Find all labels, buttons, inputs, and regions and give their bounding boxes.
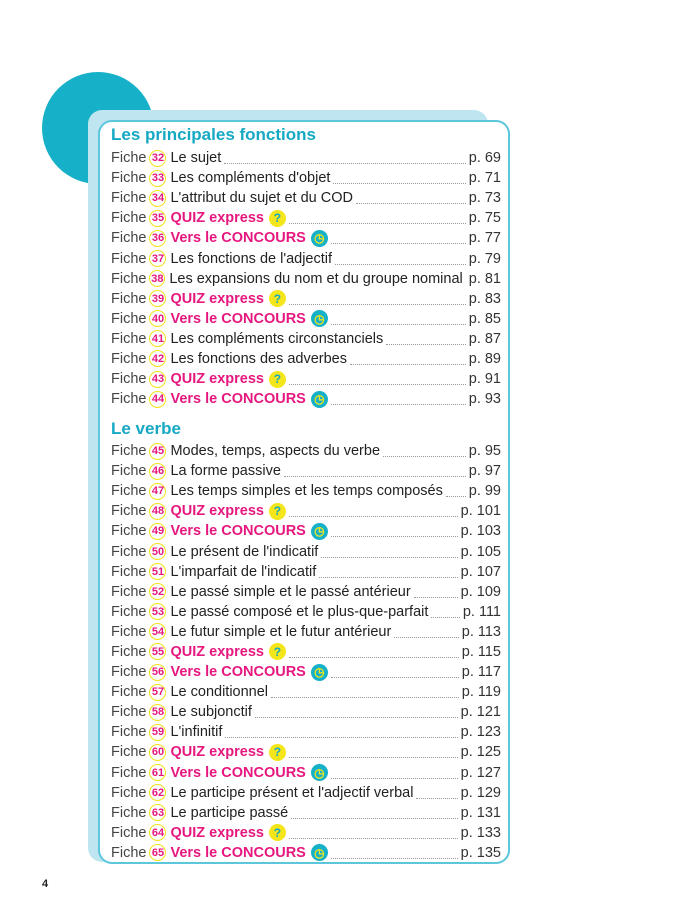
entry-title: QUIZ express [170,643,264,660]
fiche-number: 44 [149,391,166,408]
toc-entry[interactable] [111,622,501,642]
entry-title: Modes, temps, aspects du verbe [170,443,381,460]
page-ref: p. 71 [468,170,501,187]
entry-title: L'attribut du sujet et du COD [170,190,353,207]
toc-entry[interactable] [111,208,501,228]
fiche-number: 57 [149,684,166,701]
toc-entry[interactable] [111,389,501,409]
toc-entry[interactable] [111,722,501,742]
fiche-number: 46 [149,463,166,480]
page-ref: p. 79 [468,250,501,267]
fiche-label: Fiche [111,150,147,167]
fiche-number: 36 [149,230,166,247]
fiche-label: Fiche [111,824,147,841]
toc-entry[interactable] [111,248,501,268]
fiche-label: Fiche [111,543,147,560]
page-ref: p. 131 [460,804,501,821]
entry-title: Vers le CONCOURS [170,844,306,861]
dot-leader [289,646,459,658]
fiche-label: Fiche [111,684,147,701]
fiche-label: Fiche [111,483,147,500]
section-title: Le verbe [111,419,181,438]
dot-leader [356,192,466,204]
fiche-number: 62 [149,784,166,801]
fiche-label: Fiche [111,603,147,620]
page-ref: p. 81 [468,270,501,287]
dot-leader [446,485,466,497]
fiche-number: 59 [149,724,166,741]
page-ref: p. 123 [460,724,501,741]
page-ref: p. 129 [460,784,501,801]
fiche-label: Fiche [111,623,147,640]
clock-icon: ◷ [311,391,328,408]
section-title: Les principales fonctions [111,125,316,144]
dot-leader [386,333,466,345]
dot-leader [431,606,459,618]
page-ref: p. 117 [461,664,501,681]
dot-leader [331,393,466,405]
page-ref: p. 77 [468,230,501,247]
dot-leader [321,546,457,558]
dot-leader [289,373,466,385]
entry-title: Le futur simple et le futur antérieur [170,623,392,640]
dot-leader [331,666,459,678]
page-ref: p. 113 [461,623,501,640]
page-number: 4 [42,878,49,890]
fiche-number: 55 [149,643,166,660]
toc-entry[interactable] [111,501,501,521]
toc-entry[interactable] [111,309,501,329]
toc-entry[interactable] [111,369,501,389]
toc-entry[interactable] [111,289,501,309]
entry-title: Les compléments circonstanciels [170,330,384,347]
toc-entry[interactable] [111,521,501,541]
fiche-number: 34 [149,190,166,207]
page-ref: p. 85 [468,310,501,327]
toc-list [111,441,501,863]
question-icon: ? [269,824,286,841]
dot-leader [416,787,457,799]
toc-entry[interactable] [111,783,501,803]
entry-title: Le présent de l'indicatif [170,543,319,560]
page-ref: p. 75 [468,210,501,227]
toc-entry[interactable] [111,742,501,762]
fiche-label: Fiche [111,190,147,207]
dot-leader [291,807,458,819]
toc-entry[interactable] [111,541,501,561]
fiche-label: Fiche [111,330,147,347]
fiche-number: 60 [149,744,166,761]
entry-title: Le participe passé [170,804,289,821]
fiche-number: 48 [149,503,166,520]
page-ref: p. 109 [460,583,501,600]
page-ref: p. 127 [460,764,501,781]
toc-entry[interactable] [111,269,501,289]
page-ref: p. 101 [460,503,501,520]
dot-leader [331,525,458,537]
toc-entry[interactable] [111,642,501,662]
fiche-number: 32 [149,150,166,167]
fiche-number: 64 [149,824,166,841]
dot-leader [289,505,458,517]
toc-entry[interactable] [111,682,501,702]
question-icon: ? [269,503,286,520]
fiche-number: 52 [149,583,166,600]
toc-entry[interactable] [111,582,501,602]
toc-entry[interactable] [111,329,501,349]
fiche-label: Fiche [111,463,147,480]
dot-leader [255,706,458,718]
fiche-number: 35 [149,210,166,227]
toc-entry[interactable] [111,763,501,783]
fiche-label: Fiche [111,643,147,660]
toc-entry[interactable] [111,168,501,188]
entry-title: QUIZ express [170,824,264,841]
toc-entry[interactable] [111,441,501,461]
page-ref: p. 115 [461,643,501,660]
page-ref: p. 97 [468,463,501,480]
fiche-label: Fiche [111,391,147,408]
page-ref: p. 95 [468,443,501,460]
entry-title: QUIZ express [170,371,264,388]
question-icon: ? [269,290,286,307]
entry-title: L'imparfait de l'indicatif [170,563,317,580]
entry-title: Vers le CONCOURS [170,523,306,540]
entry-title: Le passé simple et le passé antérieur [170,583,411,600]
entry-title: Les fonctions de l'adjectif [170,250,333,267]
fiche-label: Fiche [111,563,147,580]
fiche-label: Fiche [111,764,147,781]
toc-entry[interactable] [111,228,501,248]
page-ref: p. 99 [468,483,501,500]
entry-title: QUIZ express [170,210,264,227]
fiche-number: 51 [149,563,166,580]
page-ref: p. 91 [468,371,501,388]
fiche-number: 33 [149,170,166,187]
page-ref: p. 83 [468,290,501,307]
fiche-number: 50 [149,543,166,560]
page-ref: p. 135 [460,844,501,861]
fiche-number: 37 [149,250,166,267]
page-ref: p. 103 [460,523,501,540]
dot-leader [225,726,457,738]
clock-icon: ◷ [311,844,328,861]
dot-leader [271,686,459,698]
toc-entry[interactable] [111,481,501,501]
toc-list [111,148,501,409]
question-icon: ? [269,643,286,660]
toc-entry[interactable] [111,562,501,582]
fiche-label: Fiche [111,804,147,821]
fiche-label: Fiche [111,664,147,681]
entry-title: Les fonctions des adverbes [170,350,347,367]
entry-title: Vers le CONCOURS [170,664,306,681]
dot-leader [319,566,457,578]
page-ref: p. 111 [462,603,501,620]
entry-title: La forme passive [170,463,281,480]
toc-entry[interactable] [111,803,501,823]
entry-title: QUIZ express [170,503,264,520]
fiche-label: Fiche [111,523,147,540]
dot-leader [289,746,458,758]
dot-leader [331,232,466,244]
fiche-number: 54 [149,623,166,640]
toc-entry[interactable] [111,662,501,682]
fiche-label: Fiche [111,170,147,187]
dot-leader [289,827,458,839]
fiche-number: 41 [149,330,166,347]
fiche-label: Fiche [111,744,147,761]
fiche-number: 40 [149,310,166,327]
entry-title: QUIZ express [170,744,264,761]
fiche-label: Fiche [111,230,147,247]
fiche-label: Fiche [111,290,147,307]
entry-title: Le participe présent et l'adjectif verbal [170,784,414,801]
dot-leader [350,353,466,365]
question-icon: ? [269,371,286,388]
page-ref: p. 121 [460,704,501,721]
dot-leader [335,253,466,265]
dot-leader [414,586,458,598]
fiche-number: 65 [149,844,166,861]
clock-icon: ◷ [311,523,328,540]
entry-title: Vers le CONCOURS [170,230,306,247]
fiche-label: Fiche [111,310,147,327]
dot-leader [333,172,465,184]
fiche-number: 58 [149,704,166,721]
toc-entry[interactable] [111,188,501,208]
entry-title: Le subjonctif [170,704,252,721]
page-ref: p. 105 [460,543,501,560]
page-ref: p. 93 [468,391,501,408]
toc-entry[interactable] [111,602,501,622]
fiche-label: Fiche [111,350,147,367]
fiche-label: Fiche [111,784,147,801]
fiche-label: Fiche [111,583,147,600]
dot-leader [224,152,465,164]
toc-entry[interactable] [111,148,501,168]
toc-entry[interactable] [111,349,501,369]
fiche-number: 38 [149,270,165,287]
fiche-number: 61 [149,764,166,781]
entry-title: Vers le CONCOURS [170,764,306,781]
fiche-number: 49 [149,523,166,540]
entry-title: Les compléments d'objet [170,170,331,187]
fiche-label: Fiche [111,250,147,267]
question-icon: ? [269,744,286,761]
dot-leader [331,847,458,859]
fiche-number: 63 [149,804,166,821]
page-ref: p. 89 [468,350,501,367]
question-icon: ? [269,210,286,227]
fiche-number: 56 [149,664,166,681]
toc-entry[interactable] [111,823,501,843]
dot-leader [331,313,466,325]
page-ref: p. 87 [468,330,501,347]
clock-icon: ◷ [311,310,328,327]
dot-leader [383,445,466,457]
page-ref: p. 125 [460,744,501,761]
entry-title: QUIZ express [170,290,264,307]
toc-entry[interactable] [111,461,501,481]
entry-title: Le sujet [170,150,222,167]
dot-leader [284,465,466,477]
fiche-label: Fiche [111,443,147,460]
fiche-number: 43 [149,371,166,388]
toc-entry[interactable] [111,843,501,863]
fiche-label: Fiche [111,210,147,227]
fiche-label: Fiche [111,844,147,861]
fiche-number: 39 [149,290,166,307]
fiche-number: 47 [149,483,166,500]
dot-leader [394,626,458,638]
clock-icon: ◷ [311,764,328,781]
fiche-label: Fiche [111,503,147,520]
dot-leader [331,767,458,779]
fiche-label: Fiche [111,270,147,287]
page-ref: p. 73 [468,190,501,207]
clock-icon: ◷ [311,664,328,681]
clock-icon: ◷ [311,230,328,247]
entry-title: Vers le CONCOURS [170,310,306,327]
fiche-number: 42 [149,350,166,367]
fiche-label: Fiche [111,371,147,388]
dot-leader [289,293,466,305]
entry-title: Les expansions du nom et du groupe nominal [169,270,463,287]
page-ref: p. 119 [461,684,501,701]
entry-title: Le passé composé et le plus-que-parfait [170,603,429,620]
entry-title: Les temps simples et les temps composés [170,483,443,500]
dot-leader [289,212,466,224]
entry-title: Vers le CONCOURS [170,391,306,408]
entry-title: L'infinitif [170,724,223,741]
page-ref: p. 107 [460,563,501,580]
fiche-number: 53 [149,603,166,620]
page-ref: p. 133 [460,824,501,841]
fiche-label: Fiche [111,704,147,721]
toc-entry[interactable] [111,702,501,722]
fiche-number: 45 [149,443,166,460]
fiche-label: Fiche [111,724,147,741]
page-ref: p. 69 [468,150,501,167]
entry-title: Le conditionnel [170,684,269,701]
